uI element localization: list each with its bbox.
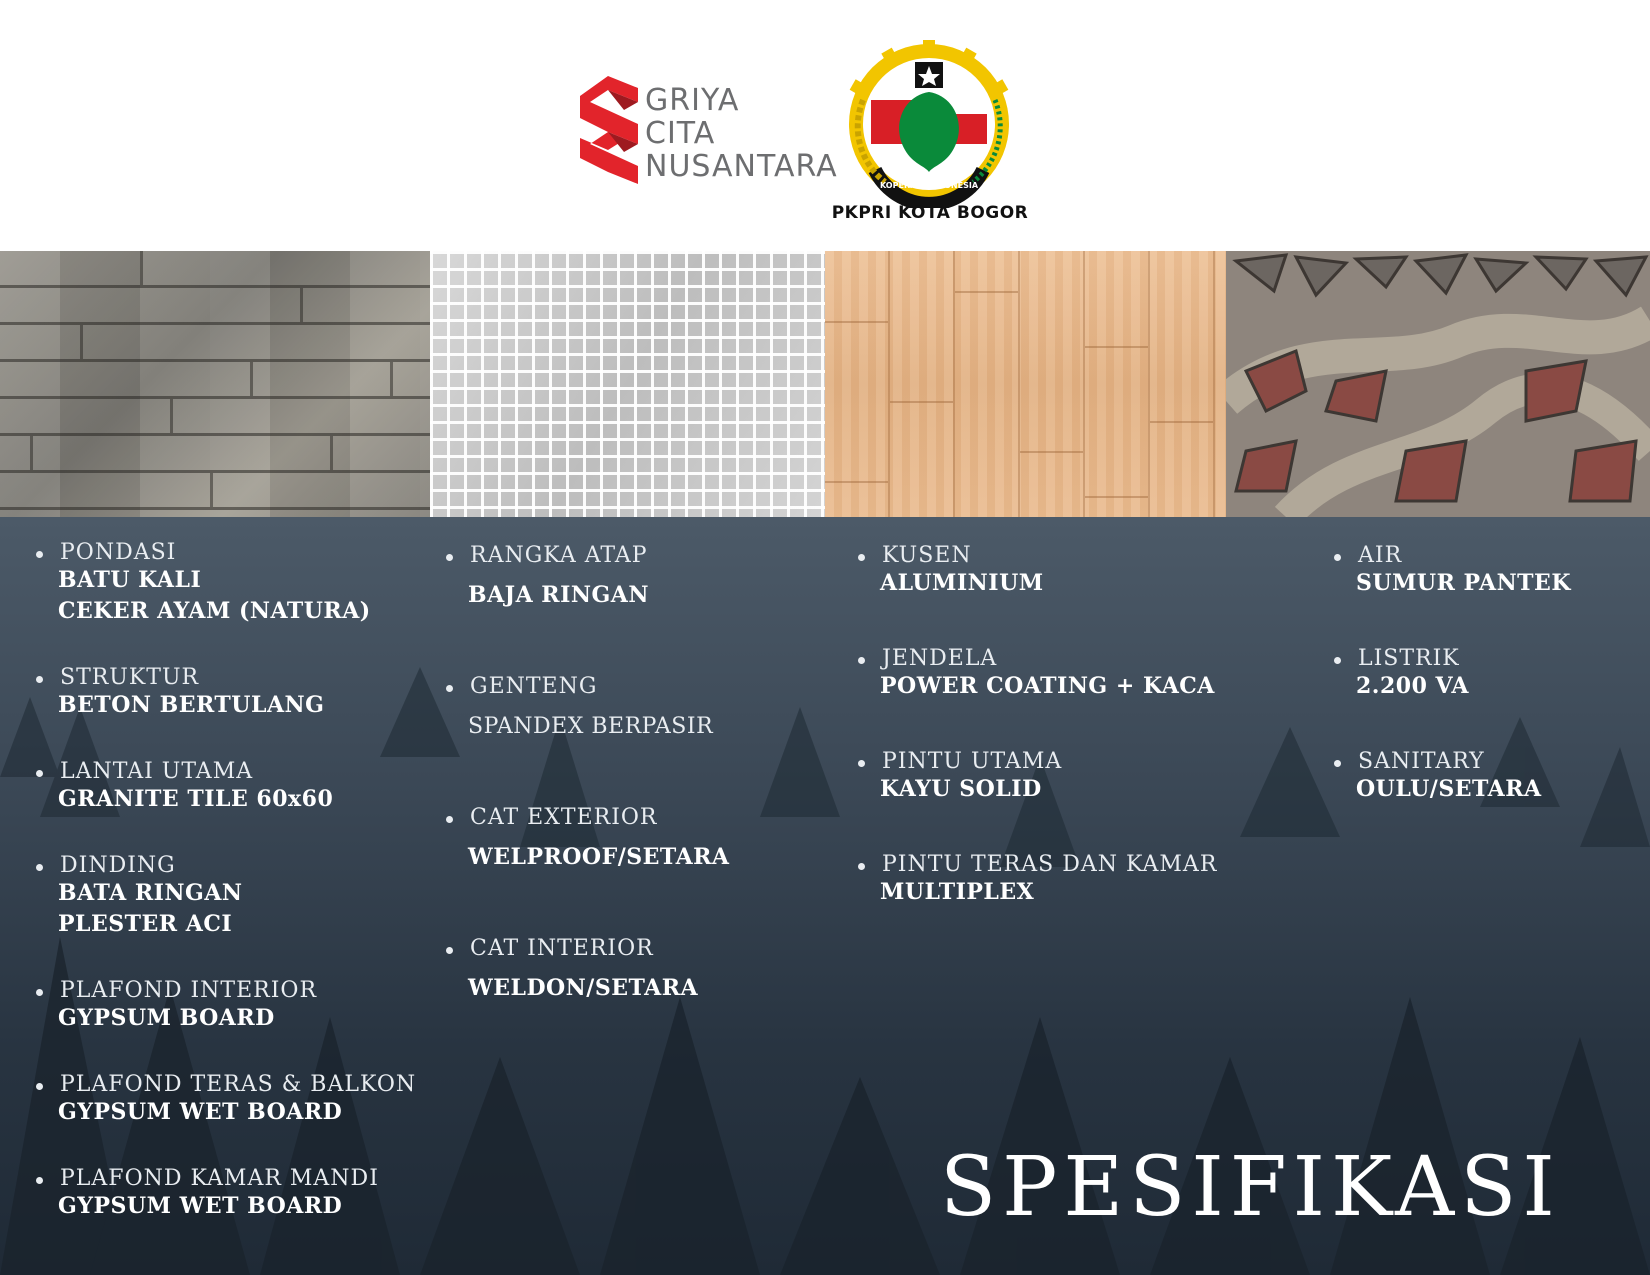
spec-value: ALUMINIUM — [880, 570, 1044, 596]
spec-label: AIR — [1330, 543, 1571, 568]
spec-label: GENTENG — [442, 674, 713, 699]
spec-value: BAJA RINGAN — [468, 582, 649, 608]
spec-value: 2.200 VA — [1356, 673, 1469, 699]
spec-label: SANITARY — [1330, 749, 1542, 774]
spec-value: SPANDEX BERPASIR — [468, 714, 714, 739]
spec-label: JENDELA — [854, 646, 1215, 671]
brand-line: CITA — [645, 116, 716, 151]
spec-value: POWER COATING + KACA — [880, 673, 1215, 699]
brand-name — [645, 84, 838, 183]
spec-label: STRUKTUR — [32, 665, 324, 690]
koperasi-emblem-logo — [845, 40, 1013, 208]
white-mosaic-texture — [430, 251, 825, 517]
spec-item-kusen — [854, 543, 1044, 599]
header — [0, 0, 1650, 251]
spec-label: LANTAI UTAMA — [32, 759, 333, 784]
spec-label: PLAFOND TERAS & BALKON — [32, 1072, 416, 1097]
spec-value: OULU/SETARA — [1356, 776, 1542, 802]
spec-item-air — [1330, 543, 1571, 599]
spec-value: MULTIPLEX — [880, 879, 1035, 905]
stone-wall-texture — [0, 251, 430, 517]
spec-label: LISTRIK — [1330, 646, 1469, 671]
spec-value: KAYU SOLID — [880, 776, 1042, 802]
spec-label: PLAFOND INTERIOR — [32, 978, 317, 1003]
spec-item-pintu-teras-kamar — [854, 852, 1217, 908]
spec-item-dinding — [32, 853, 243, 940]
spec-label: PONDASI — [32, 540, 371, 565]
spec-value: BATU KALI — [58, 567, 202, 593]
spec-value: GRANITE TILE 60x60 — [58, 786, 334, 812]
spec-label: CAT EXTERIOR — [442, 805, 730, 830]
spec-item-sanitary — [1330, 749, 1542, 805]
spec-label: KUSEN — [854, 543, 1044, 568]
spec-item-cat-interior — [442, 936, 698, 1004]
brand-line: GRIYA — [645, 83, 740, 118]
spec-value: GYPSUM WET BOARD — [58, 1099, 343, 1125]
spec-value: WELPROOF/SETARA — [468, 844, 730, 870]
spec-label: RANGKA ATAP — [442, 543, 649, 568]
spec-item-rangka-atap — [442, 543, 649, 611]
emblem-seal-text: KOPERASI INDONESIA — [879, 181, 979, 190]
spec-item-struktur — [32, 665, 324, 721]
spec-item-genteng — [442, 674, 713, 742]
page-title: SPESIFIKASI — [940, 1140, 1561, 1235]
spec-value: GYPSUM WET BOARD — [58, 1193, 343, 1219]
brand-line: NUSANTARA — [645, 149, 838, 184]
spec-value: WELDON/SETARA — [468, 975, 699, 1001]
spec-value: CEKER AYAM (NATURA) — [58, 598, 371, 624]
spec-label: DINDING — [32, 853, 243, 878]
spec-label: CAT INTERIOR — [442, 936, 698, 961]
spec-item-lantai-utama — [32, 759, 333, 815]
spec-item-listrik — [1330, 646, 1469, 702]
spec-value: BATA RINGAN — [58, 880, 243, 906]
terrazzo-texture — [1226, 251, 1650, 517]
spec-value: GYPSUM BOARD — [58, 1005, 275, 1031]
spec-label: PINTU UTAMA — [854, 749, 1062, 774]
spec-item-plafond-teras-balkon — [32, 1072, 416, 1128]
spec-item-pondasi — [32, 540, 371, 627]
spec-label: PLAFOND KAMAR MANDI — [32, 1166, 379, 1191]
spec-label: PINTU TERAS DAN KAMAR — [854, 852, 1217, 877]
spec-value: SUMUR PANTEK — [1356, 570, 1571, 596]
wood-parquet-texture — [825, 251, 1226, 517]
spec-value: PLESTER ACI — [58, 911, 233, 937]
spec-item-cat-exterior — [442, 805, 730, 873]
partner-caption: PKPRI KOTA BOGOR — [831, 203, 1029, 223]
spec-value: BETON BERTULANG — [58, 692, 325, 718]
spec-item-jendela — [854, 646, 1215, 702]
spec-item-pintu-utama — [854, 749, 1062, 805]
spec-item-plafond-kamar-mandi — [32, 1166, 379, 1222]
spec-item-plafond-interior — [32, 978, 317, 1034]
